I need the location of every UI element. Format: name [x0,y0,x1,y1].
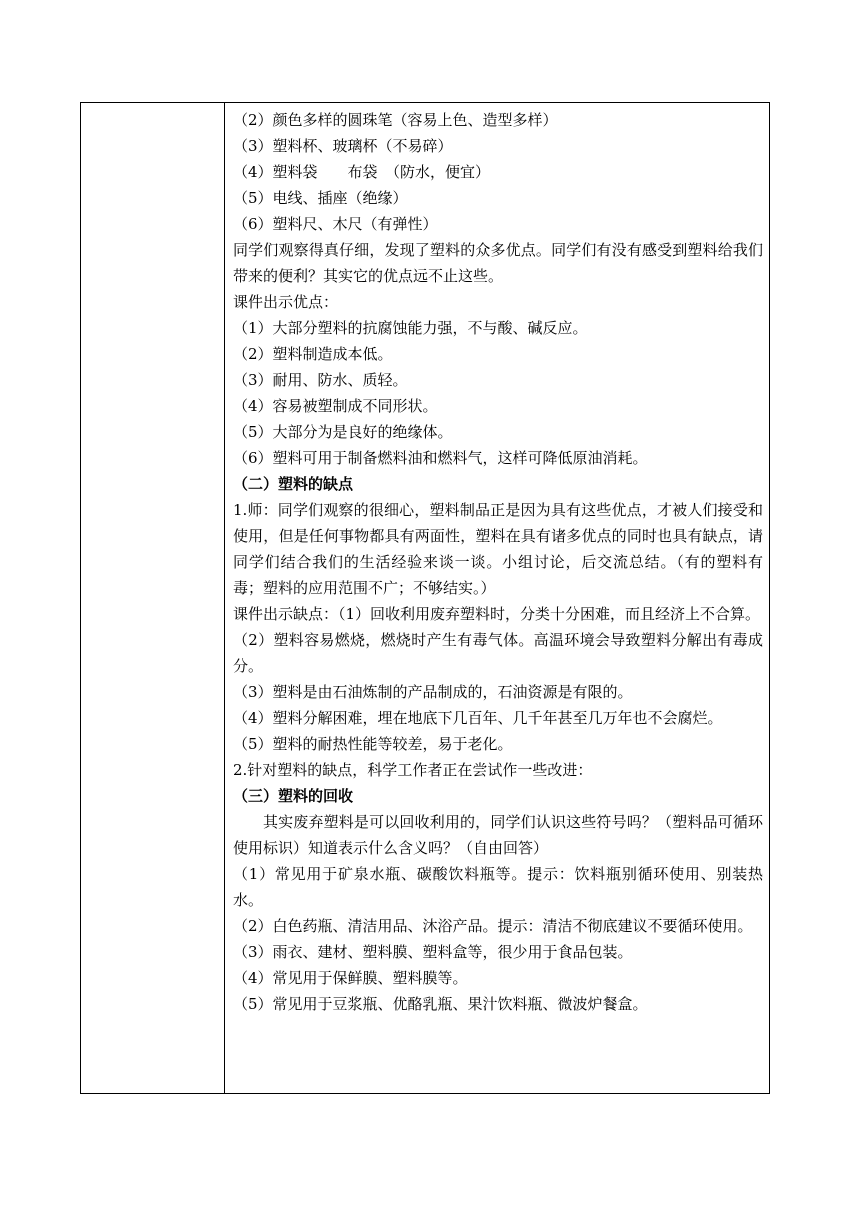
document-table [80,102,770,1094]
advantage-item: （1）大部分塑料的抗腐蚀能力强，不与酸、碱反应。 [233,319,588,337]
advantage-item: （3）耐用、防水、质轻。 [233,371,408,389]
disadvantage-item: （3）塑料是由石油炼制的产品制成的，石油资源是有限的。 [233,683,633,701]
paragraph-recycle: 其实废弃塑料是可以回收利用的，同学们认识这些符号吗？（塑料品可循环使用标识）知道表示什么含义吗？（自由回答） [233,813,763,857]
disadvantage-item: （5）塑料的耐热性能等较差，易于老化。 [233,735,513,753]
advantage-item: （4）容易被塑制成不同形状。 [233,397,438,415]
disadvantages-intro: 课件出示缺点：（1）回收利用废弃塑料时，分类十分困难，而且经济上不合算。 [233,605,761,623]
recycle-item: （5）常见用于豆浆瓶、优酪乳瓶、果汁饮料瓶、微波炉餐盒。 [233,995,648,1013]
advantage-item: （6）塑料可用于制备燃料油和燃料气，这样可降低原油消耗。 [233,449,648,467]
section-heading-recycling: （三）塑料的回收 [233,787,354,805]
left-column-cell [81,103,225,1093]
disadvantage-item: （2）塑料容易燃烧，燃烧时产生有毒气体。高温环境会导致塑料分解出有毒成分。 [233,631,763,675]
recycle-item: （2）白色药瓶、清洁用品、沐浴产品。提示：清洁不彻底建议不要循环使用。 [233,917,753,935]
advantage-item: （5）大部分为是良好的绝缘体。 [233,423,453,441]
paragraph-improve: 2.针对塑料的缺点，科学工作者正在尝试作一些改进： [233,761,593,779]
advantage-item: （2）塑料制造成本低。 [233,345,393,363]
recycle-item: （4）常见用于保鲜膜、塑料膜等。 [233,969,468,987]
content-cell [225,103,769,1093]
recycle-item: （3）雨衣、建材、塑料膜、塑料盒等，很少用于食品包装。 [233,943,633,961]
list-item: （6）塑料尺、木尺（有弹性） [233,215,438,233]
disadvantage-item: （4）塑料分解困难，埋在地底下几百年、几千年甚至几万年也不会腐烂。 [233,709,723,727]
recycle-item: （1）常见用于矿泉水瓶、碳酸饮料瓶等。提示：饮料瓶别循环使用、别装热水。 [233,865,763,909]
section-heading-disadvantages: （二）塑料的缺点 [233,475,354,493]
advantages-intro: 课件出示优点： [233,293,339,311]
list-item: （4）塑料袋 布袋 （防水，便宜） [233,163,491,181]
paragraph-teacher: 1.师：同学们观察的很细心，塑料制品正是因为具有这些优点，才被人们接受和使用，但是任何事物都具有两面性，塑料在具有诸多优点的同时也具有缺点，请同学们结合我们的生活经验来谈一谈。小组讨论，后交流总结。（有的塑料有毒；塑料的应用范围不广；不够结实。） [233,501,763,597]
paragraph-observe: 同学们观察得真仔细，发现了塑料的众多优点。同学们有没有感受到塑料给我们带来的便利？其实它的优点远不止这些。 [233,241,763,285]
list-item: （2）颜色多样的圆珠笔（容易上色、造型多样） [233,111,558,129]
list-item: （3）塑料杯、玻璃杯（不易碎） [233,137,453,155]
list-item: （5）电线、插座（绝缘） [233,189,408,207]
